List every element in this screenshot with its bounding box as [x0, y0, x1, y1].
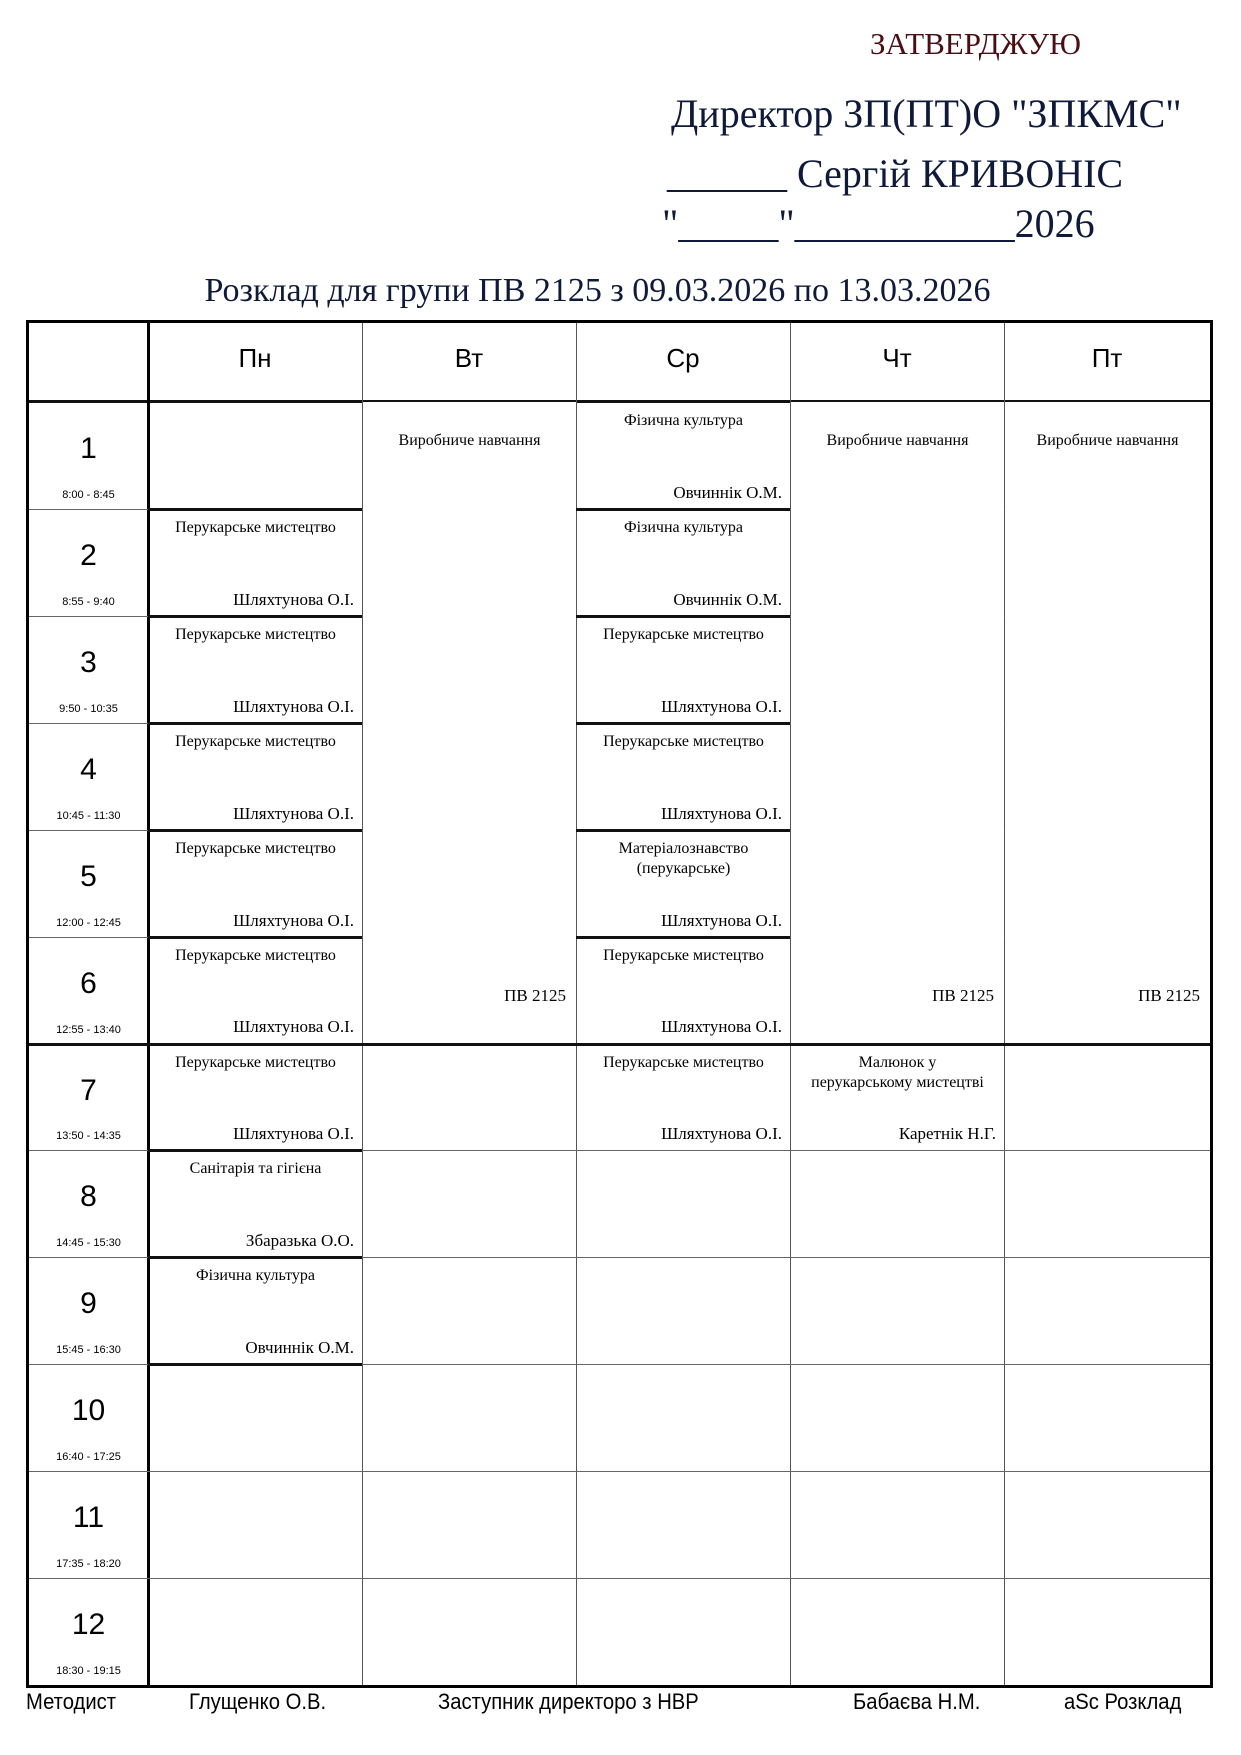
period-number: 12 — [71, 1608, 106, 1642]
director-title: Директор ЗП(ПТ)О "ЗПКМС" — [671, 91, 1182, 136]
row-divider — [29, 1471, 1210, 1472]
lesson-subject-line: перукарському мистецтві — [811, 1073, 984, 1091]
lesson-subject: Перукарське мистецтво — [603, 625, 764, 643]
footer — [26, 1689, 1213, 1723]
period-time: 16:40 - 17:25 — [56, 1451, 121, 1464]
lesson-teacher: Шляхтунова О.І. — [661, 910, 782, 930]
period-number: 1 — [80, 432, 97, 465]
period-number: 10 — [71, 1394, 106, 1428]
day-header-fri: Пт — [1091, 343, 1123, 373]
lesson-subject: Перукарське мистецтво — [603, 732, 764, 750]
page-title — [0, 272, 1241, 310]
lesson-subject: Виробниче навчання — [1036, 432, 1179, 449]
deputy-name: Бабаєва Н.М. — [853, 1689, 981, 1714]
period-time: 14:45 - 15:30 — [56, 1237, 121, 1250]
period-number: 2 — [80, 538, 97, 572]
period-time: 18:30 - 19:15 — [56, 1665, 121, 1677]
lesson-divider — [576, 1043, 790, 1046]
lesson-subject: Перукарське мистецтво — [175, 839, 336, 857]
lesson-subject: Перукарське мистецтво — [175, 1053, 336, 1071]
lesson-subject — [791, 1053, 1004, 1093]
lesson-teacher: Каретнік Н.Г. — [898, 1124, 996, 1144]
period-time: 12:55 - 13:40 — [56, 1023, 121, 1036]
lesson-cell-wed[interactable] — [577, 510, 790, 616]
lesson-teacher: Шляхтунова О.І. — [233, 803, 354, 823]
lesson-subject: Виробниче навчання — [826, 432, 969, 449]
lesson-teacher: Овчиннік О.М. — [245, 1338, 354, 1358]
period-number: 6 — [80, 966, 97, 1000]
lesson-subject: Фізична культура — [195, 1267, 316, 1285]
lesson-group: ПВ 2125 — [932, 985, 994, 1005]
lesson-cell-mon[interactable] — [149, 831, 362, 937]
lesson-divider — [148, 1256, 362, 1259]
lesson-block-fri[interactable] — [1005, 402, 1210, 1042]
lesson-cell-wed[interactable] — [577, 938, 790, 1044]
deputy-label: Заступник директоро з НВР — [438, 1689, 699, 1714]
lesson-subject: Перукарське мистецтво — [175, 625, 336, 643]
lesson-divider — [576, 615, 790, 618]
lesson-subject: Фізична культура — [623, 412, 744, 429]
period-time: 10:45 - 11:30 — [56, 809, 121, 822]
period-number: 4 — [80, 752, 97, 786]
lesson-divider — [148, 1149, 362, 1152]
period-number: 9 — [80, 1287, 97, 1321]
lesson-cell-mon[interactable] — [149, 724, 362, 830]
period-time: 8:00 - 8:45 — [62, 488, 115, 501]
period-time: 17:35 - 18:20 — [56, 1558, 121, 1571]
period-number: 5 — [80, 859, 97, 893]
lesson-cell-wed[interactable] — [577, 617, 790, 723]
period-time: 13:50 - 14:35 — [56, 1130, 121, 1143]
lesson-cell-mon[interactable] — [149, 1045, 362, 1151]
lesson-subject: Фізична культура — [623, 518, 744, 536]
lesson-subject: Перукарське мистецтво — [175, 946, 336, 964]
lesson-teacher: Овчиннік О.М. — [673, 482, 782, 502]
period-time: 8:55 - 9:40 — [62, 595, 115, 608]
lesson-teacher: Шляхтунова О.І. — [233, 589, 354, 609]
lesson-cell-wed[interactable] — [577, 403, 790, 509]
period-time: 9:50 - 10:35 — [59, 702, 118, 715]
lesson-divider — [576, 722, 790, 725]
lesson-teacher: Шляхтунова О.І. — [661, 1017, 782, 1037]
lesson-block-thu[interactable] — [791, 402, 1004, 1042]
software-credit: aSc Розклад — [1064, 1689, 1182, 1714]
lesson-divider — [148, 615, 362, 618]
approval-date-line: "_____"___________2026 — [662, 201, 1095, 246]
schedule-table — [26, 320, 1213, 1688]
lesson-teacher: Шляхтунова О.І. — [661, 803, 782, 823]
lesson-subject: Перукарське мистецтво — [175, 518, 336, 536]
lesson-divider — [576, 829, 790, 832]
lesson-subject: Санітарія та гігієна — [189, 1160, 322, 1178]
lesson-subject — [577, 839, 790, 879]
lesson-divider — [148, 1363, 362, 1366]
row-divider — [29, 1578, 1210, 1579]
lesson-subject-line: Матеріалознавство — [618, 839, 749, 857]
schedule-title: Розклад для групи ПВ 2125 з 09.03.2026 по 13.03.2026 — [204, 272, 991, 309]
lesson-teacher: Збаразька О.О. — [245, 1231, 354, 1251]
day-header-thu: Чт — [882, 343, 912, 373]
period-number: 8 — [80, 1180, 97, 1214]
lesson-group: ПВ 2125 — [1138, 985, 1200, 1005]
lesson-teacher: Шляхтунова О.І. — [233, 696, 354, 716]
period-number: 11 — [72, 1501, 105, 1535]
lesson-subject: Перукарське мистецтво — [603, 946, 764, 964]
lesson-divider — [576, 936, 790, 939]
lesson-teacher: Овчиннік О.М. — [673, 589, 782, 609]
lesson-cell-thu[interactable] — [791, 1045, 1004, 1151]
lesson-divider — [576, 508, 790, 511]
lesson-teacher: Шляхтунова О.І. — [661, 1124, 782, 1144]
lesson-teacher: Шляхтунова О.І. — [661, 696, 782, 716]
day-header-tue: Вт — [454, 343, 484, 373]
lesson-divider — [148, 1043, 362, 1046]
day-header-wed: Ср — [666, 343, 700, 373]
lesson-cell-wed[interactable] — [577, 724, 790, 830]
methodist-name: Глущенко О.В. — [189, 1689, 327, 1714]
lesson-divider — [148, 829, 362, 832]
lesson-subject-line: Малюнок у — [858, 1053, 937, 1071]
lesson-cell-mon[interactable] — [149, 938, 362, 1044]
period-time: 12:00 - 12:45 — [56, 916, 121, 929]
approval-heading: ЗАТВЕРДЖУЮ — [870, 26, 1081, 61]
lesson-teacher: Шляхтунова О.І. — [233, 1017, 354, 1037]
lesson-teacher: Шляхтунова О.І. — [233, 1124, 354, 1144]
director-signature-line: ______ Сергій КРИВОНІС — [667, 151, 1124, 196]
lesson-divider — [148, 722, 362, 725]
lesson-cell-mon[interactable] — [149, 510, 362, 616]
lesson-cell-mon[interactable] — [149, 617, 362, 723]
lesson-cell-mon[interactable] — [149, 1258, 362, 1364]
lesson-subject-line: (перукарське) — [636, 859, 731, 877]
lesson-divider — [148, 508, 362, 511]
lesson-subject: Перукарське мистецтво — [603, 1053, 764, 1071]
lesson-teacher: Шляхтунова О.І. — [233, 910, 354, 930]
period-time: 15:45 - 16:30 — [56, 1344, 121, 1357]
lesson-cell-wed[interactable] — [577, 1045, 790, 1151]
methodist-label: Методист — [26, 1689, 117, 1714]
period-number: 3 — [80, 645, 97, 679]
lesson-cell-mon[interactable] — [149, 1151, 362, 1257]
period-number: 7 — [80, 1073, 97, 1107]
lesson-divider — [148, 936, 362, 939]
lesson-block-tue[interactable] — [363, 402, 576, 1042]
day-header-mon: Пн — [238, 343, 272, 373]
lesson-group: ПВ 2125 — [504, 985, 566, 1005]
lesson-cell-wed[interactable] — [577, 831, 790, 937]
lesson-subject: Виробниче навчання — [398, 432, 541, 449]
lesson-subject: Перукарське мистецтво — [175, 732, 336, 750]
